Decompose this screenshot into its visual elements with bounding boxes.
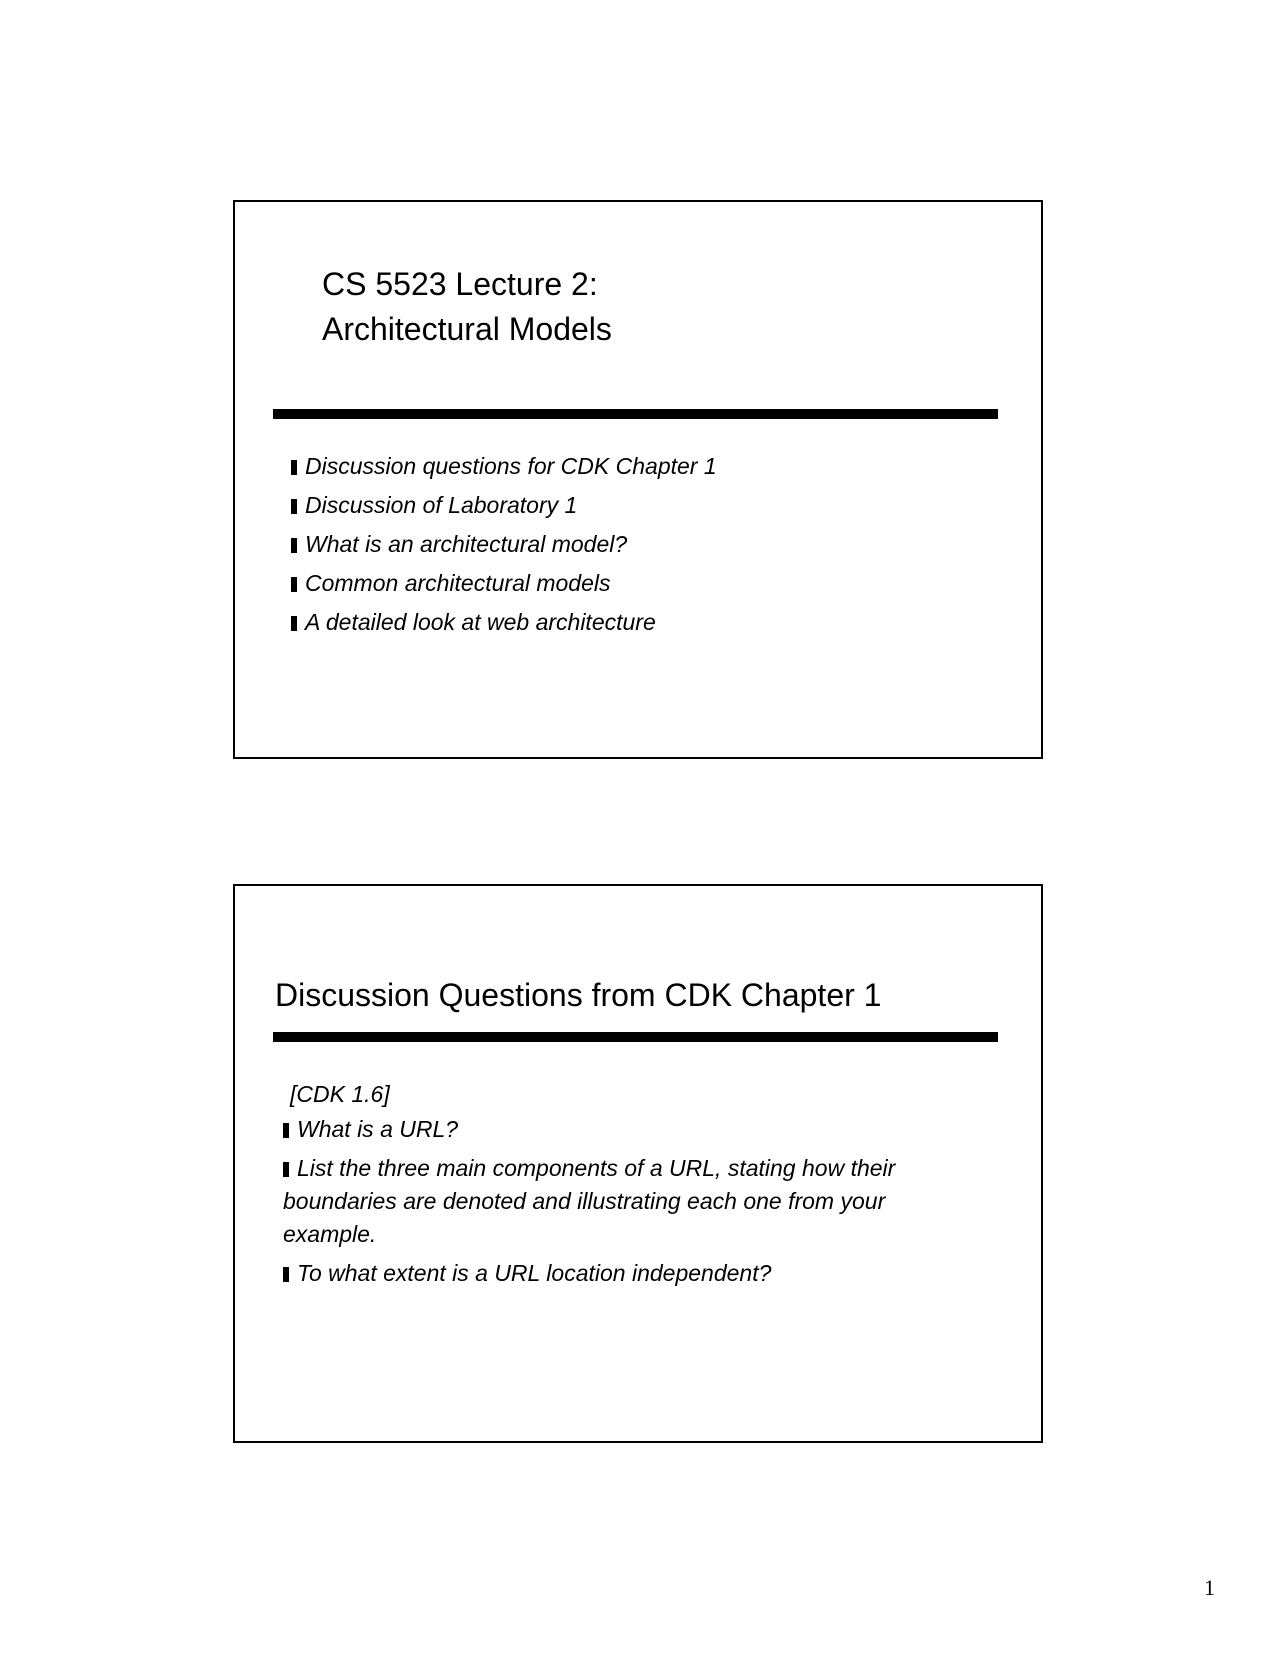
slide-1 (233, 200, 1043, 759)
bullet-icon (283, 1162, 289, 1177)
slide-1-bullet-list (291, 447, 991, 642)
bullet-text: What is an architectural model? (305, 531, 628, 557)
list-item (291, 447, 991, 486)
bullet-text: Discussion questions for CDK Chapter 1 (305, 453, 717, 479)
bullet-text: What is a URL? (297, 1116, 459, 1142)
bullet-icon (291, 460, 297, 475)
bullet-icon (291, 538, 297, 553)
bullet-text: List the three main components of a URL, stating how their boundaries are denoted and illustrating each one from your example. (283, 1155, 896, 1247)
slide-1-title (322, 262, 612, 352)
list-item (291, 525, 991, 564)
slide-2-divider (273, 1032, 998, 1042)
list-item (291, 564, 991, 603)
slide-2-bullet-list (283, 1113, 973, 1296)
bullet-icon (291, 499, 297, 514)
bullet-text: Common architectural models (305, 570, 611, 596)
slide-1-title-line-2: Architectural Models (322, 311, 612, 347)
list-item (283, 1152, 973, 1251)
list-item (283, 1257, 973, 1290)
slide-1-divider (273, 409, 998, 419)
slide-2-subheading: [CDK 1.6] (290, 1081, 390, 1107)
slide-2-title: Discussion Questions from CDK Chapter 1 (275, 977, 882, 1013)
bullet-icon (291, 577, 297, 592)
slide-2 (233, 884, 1043, 1443)
bullet-icon (291, 616, 297, 631)
list-item (291, 486, 991, 525)
bullet-text: Discussion of Laboratory 1 (305, 492, 578, 518)
list-item (283, 1113, 973, 1146)
list-item (291, 603, 991, 642)
slide-1-title-line-1: CS 5523 Lecture 2: (322, 266, 598, 302)
bullet-icon (283, 1123, 289, 1138)
bullet-icon (283, 1267, 289, 1282)
page-number: 1 (1204, 1575, 1215, 1600)
bullet-text: To what extent is a URL location independent? (297, 1260, 772, 1286)
bullet-text: A detailed look at web architecture (305, 609, 656, 635)
